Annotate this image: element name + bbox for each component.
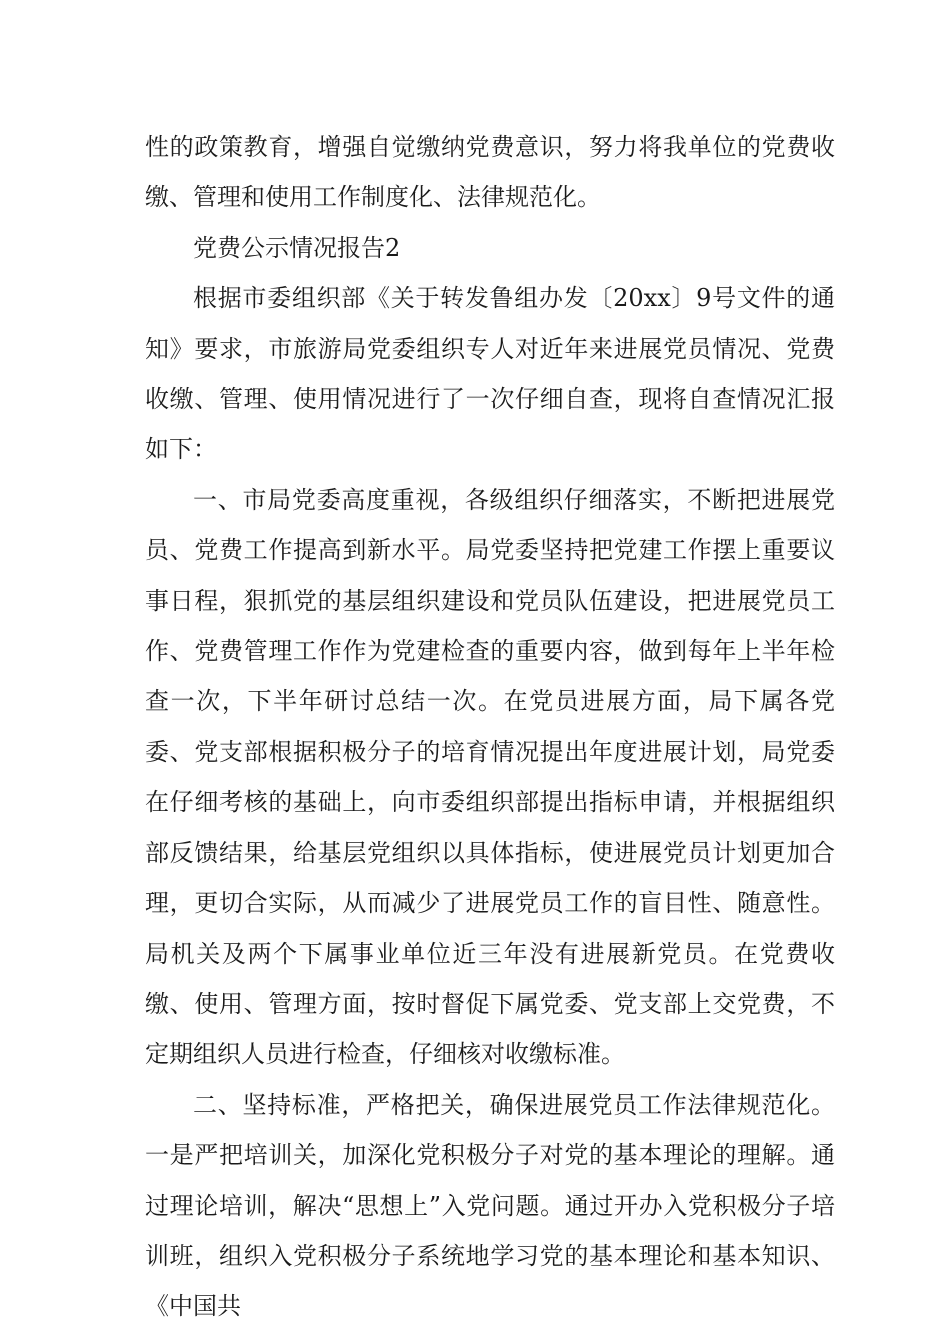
paragraph-continuation: 性的政策教育，增强自觉缴纳党费意识，努力将我单位的党费收缴、管理和使用工作制度化、法律规范化。: [145, 133, 835, 212]
document-body: [145, 122, 835, 1332]
paragraph-intro: 根据市委组织部《关于转发鲁组办发〔20xx〕9号文件的通知》要求，市旅游局党委组织专人对近年来进展党员情况、党费收缴、管理、使用情况进行了一次仔细自查，现将自查情况汇报如下：: [145, 284, 835, 464]
section-title: 党费公示情况报告2: [193, 233, 401, 262]
paragraph-point-one: 一、市局党委高度重视，各级组织仔细落实，不断把进展党员、党费工作提高到新水平。局党委坚持把党建工作摆上重要议事日程，狠抓党的基层组织建设和党员队伍建设，把进展党员工作、党费管理工作作为党建检查的重要内容，做到每年上半年检查一次，下半年研讨总结一次。在党员进展方面，局下属各党委、党支部根据积极分子的培育情况提出年度进展计划，局党委在仔细考核的基础上，向市委组织部提出指标申请，并根据组织部反馈结果，给基层党组织以具体指标，使进展党员计划更加合理，更切合实际，从而减少了进展党员工作的盲目性、随意性。局机关及两个下属事业单位近三年没有进展新党员。在党费收缴、使用、管理方面，按时督促下属党委、党支部上交党费，不定期组织人员进行检查，仔细核对收缴标准。: [145, 485, 835, 1069]
paragraph-point-two: 二、坚持标准，严格把关，确保进展党员工作法律规范化。一是严把培训关，加深化党积极分子对党的基本理论的理解。通过理论培训，解决“思想上”入党问题。通过开办入党积极分子培训班，组织入党积极分子系统地学习党的基本理论和基本知识、《中国共: [145, 1090, 835, 1321]
